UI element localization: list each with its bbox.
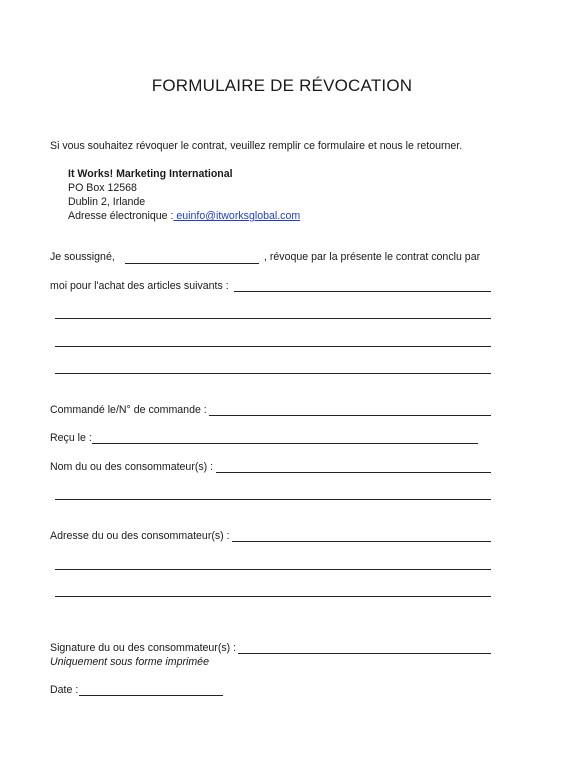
company-name: It Works! Marketing International <box>68 168 233 180</box>
undersigned-label: Je soussigné, <box>50 251 115 263</box>
received-label: Reçu le : <box>50 432 92 444</box>
consumer-address-field-1[interactable] <box>232 541 491 542</box>
company-po-box: PO Box 12568 <box>68 182 137 194</box>
undersigned-suffix: , révoque par la présente le contrat conclu par <box>264 251 481 263</box>
ordered-field[interactable] <box>209 415 491 416</box>
articles-field-2[interactable] <box>55 318 491 319</box>
articles-label: moi pour l'achat des articles suivants : <box>50 280 229 292</box>
consumer-name-field-2[interactable] <box>55 499 491 500</box>
articles-field-3[interactable] <box>55 346 491 347</box>
undersigned-name-field[interactable] <box>125 263 259 264</box>
consumer-name-field-1[interactable] <box>216 472 491 473</box>
consumer-address-label: Adresse du ou des consommateur(s) : <box>50 530 230 542</box>
consumer-address-field-2[interactable] <box>55 569 491 570</box>
page-title: FORMULAIRE DE RÉVOCATION <box>151 76 413 95</box>
articles-field-4[interactable] <box>55 373 491 374</box>
ordered-label: Commandé le/N° de commande : <box>50 404 207 416</box>
received-field[interactable] <box>92 443 478 444</box>
signature-label: Signature du ou des consommateur(s) : <box>50 642 237 654</box>
consumer-name-label: Nom du ou des consommateur(s) : <box>50 461 214 473</box>
articles-field-1[interactable] <box>234 291 491 292</box>
signature-note: Uniquement sous forme imprimée <box>50 656 209 668</box>
date-field[interactable] <box>79 695 223 696</box>
company-email-row <box>68 210 300 223</box>
intro-text: Si vous souhaitez révoquer le contrat, veuillez remplir ce formulaire et nous le retourner. <box>50 140 463 152</box>
company-city: Dublin 2, Irlande <box>68 196 146 208</box>
consumer-address-field-3[interactable] <box>55 596 491 597</box>
signature-field[interactable] <box>238 653 491 654</box>
email-link[interactable]: euinfo@itworksglobal.com <box>173 210 301 222</box>
date-label: Date : <box>50 684 79 696</box>
email-label: Adresse électronique : <box>68 210 174 222</box>
